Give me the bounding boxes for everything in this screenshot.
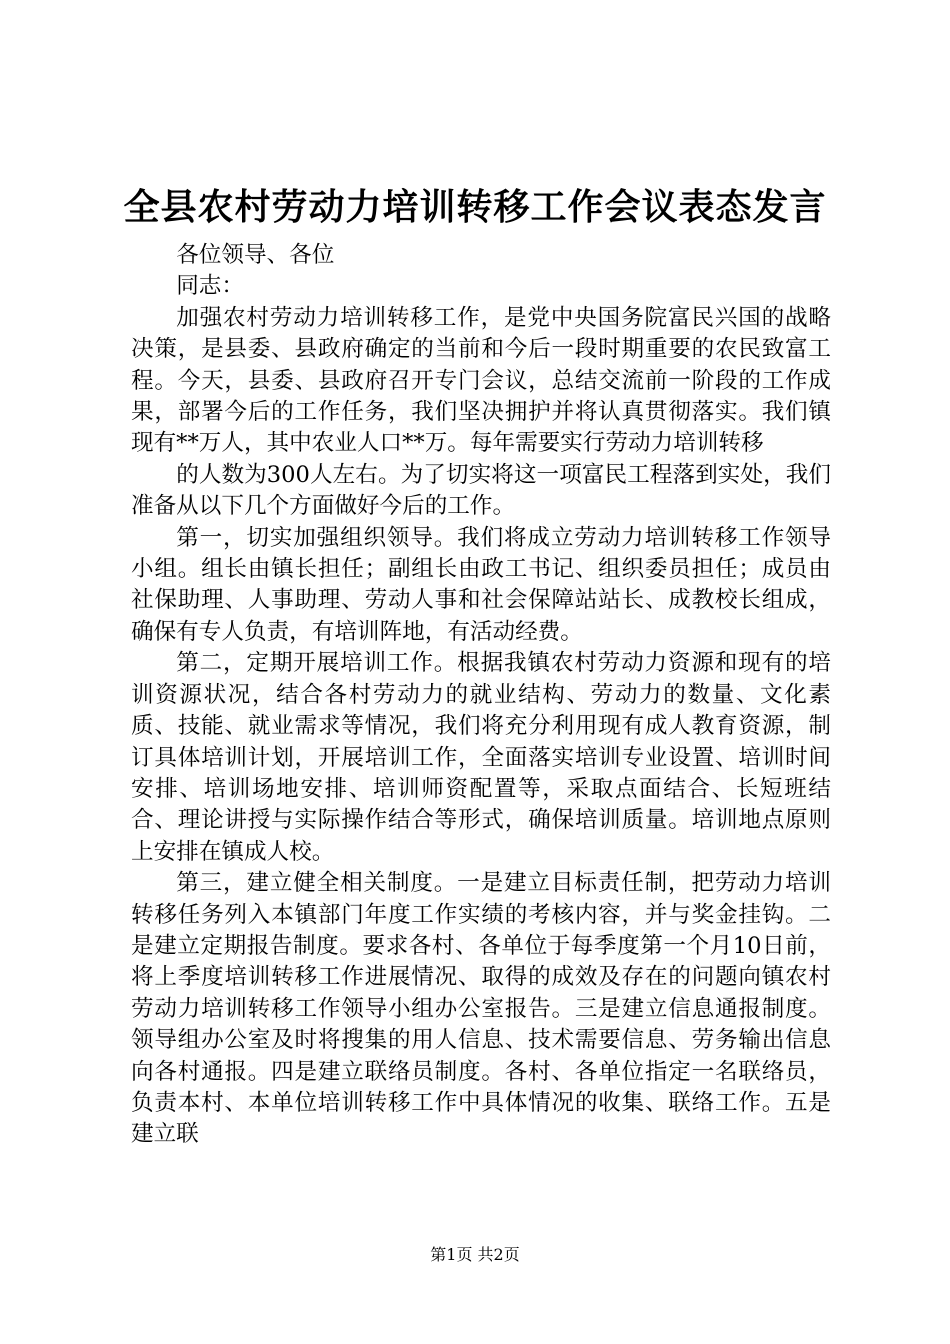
document-title: 全县农村劳动力培训转移工作会议表态发言: [123, 186, 827, 228]
body-paragraph: 第三，建立健全相关制度。一是建立目标责任制，把劳动力培训转移任务列入本镇部门年度工作实绩的考核内容，并与奖金挂钩。二是建立定期报告制度。要求各村、各单位于每季度第一个月10日前，将上季度培训转移工作进展情况、取得的成效及存在的问题向镇农村劳动力培训转移工作领导小组办公室报告。三是建立信息通报制度。领导组办公室及时将搜集的用人信息、技术需要信息、劳务输出信息向各村通报。四是建立联络员制度。各村、各单位指定一名联络员，负责本村、本单位培训转移工作中具体情况的收集、联络工作。五是建立联: [131, 870, 831, 1148]
salutation-line: 各位领导、各位: [176, 242, 335, 268]
body-paragraph: 的人数为300人左右。为了切实将这一项富民工程落到实处，我们准备从以下几个方面做好今后的工作。: [131, 461, 831, 520]
document-body: [131, 240, 831, 1151]
body-paragraph: 第二，定期开展培训工作。根据我镇农村劳动力资源和现有的培训资源状况，结合各村劳动力的就业结构、劳动力的数量、文化素质、技能、就业需求等情况，我们将充分利用现有成人教育资源，制订具体培训计划，开展培训工作，全面落实培训专业设置、培训时间安排、培训场地安排、培训师资配置等，采取点面结合、长短班结合、理论讲授与实际操作结合等形式，确保培训质量。培训地点原则上安排在镇成人校。: [131, 650, 831, 865]
page-footer: 第1页 共2页: [430, 1245, 520, 1264]
body-paragraph: 加强农村劳动力培训转移工作，是党中央国务院富民兴国的战略决策，是县委、县政府确定的当前和今后一段时期重要的农民致富工程。今天，县委、县政府召开专门会议，总结交流前一阶段的工作成果，部署今后的工作任务，我们坚决拥护并将认真贯彻落实。我们镇现有**万人，其中农业人口**万。每年需要实行劳动力培训转移: [131, 304, 831, 457]
salutation-line: 同志：: [176, 273, 244, 300]
body-paragraph: 第一，切实加强组织领导。我们将成立劳动力培训转移工作领导小组。组长由镇长担任；副组长由政工书记、组织委员担任；成员由社保助理、人事助理、劳动人事和社会保障站站长、成教校长组成，确保有专人负责，有培训阵地，有活动经费。: [131, 524, 831, 645]
